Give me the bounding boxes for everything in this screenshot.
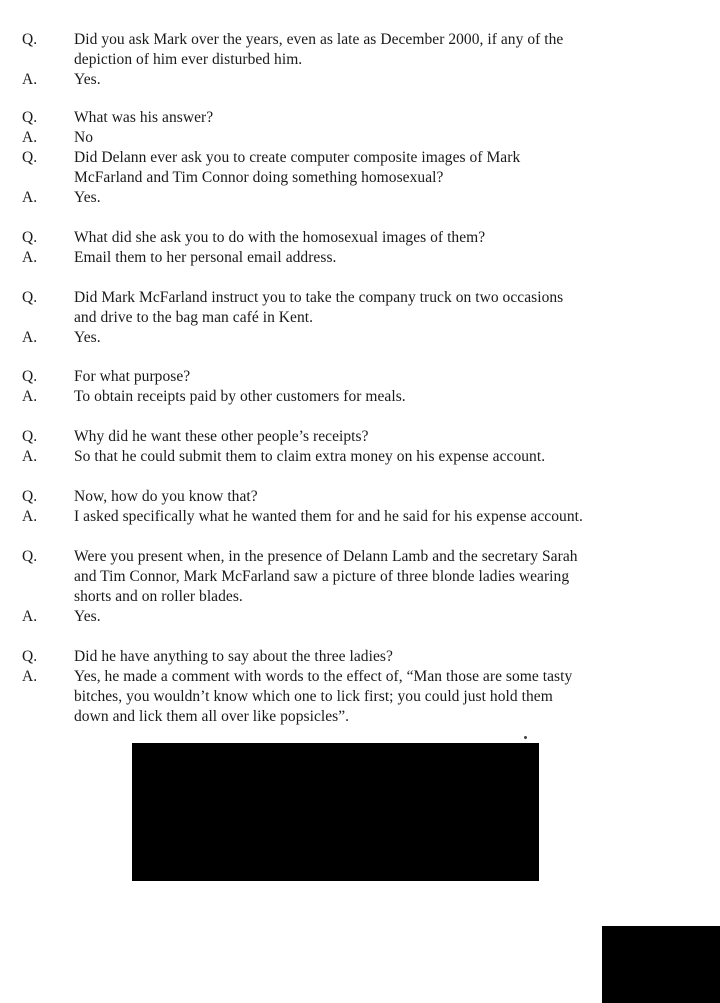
line-text: Did Mark McFarland instruct you to take the company truck on two occasions [74,289,564,306]
transcript-line [0,647,720,667]
qa-group [0,427,720,467]
line-text: Now, how do you know that? [74,488,258,505]
line-text: Why did he want these other people’s receipts? [74,428,369,445]
line-text: McFarland and Tim Connor doing something homosexual? [74,169,444,186]
qa-group [0,647,720,727]
answer-label: A. [22,71,38,88]
transcript-line [0,567,720,587]
line-text: What did she ask you to do with the homosexual images of them? [74,229,486,246]
question-label: Q. [22,548,38,565]
qa-group [0,228,720,268]
transcript-line [0,687,720,707]
answer-label: A. [22,329,38,346]
line-text: depiction of him ever disturbed him. [74,51,303,68]
transcript-line [0,228,720,248]
qa-group [0,547,720,627]
line-text: What was his answer? [74,109,214,126]
line-text: and drive to the bag man café in Kent. [74,309,314,326]
transcript-line [0,288,720,308]
answer-label: A. [22,249,38,266]
transcript-line [0,248,720,268]
line-text: bitches, you wouldn’t know which one to lick first; you could just hold them [74,688,553,705]
qa-group [0,367,720,407]
transcript-line [0,607,720,627]
line-text: Did he have anything to say about the three ladies? [74,648,393,665]
transcript-line [0,547,720,567]
line-text: To obtain receipts paid by other customers for meals. [74,388,406,405]
transcript-line [0,328,720,348]
transcript-line [0,70,720,90]
transcript-line [0,427,720,447]
line-text: Did Delann ever ask you to create computer composite images of Mark [74,149,521,166]
transcript-line [0,108,720,128]
transcript-line [0,367,720,387]
transcript-line [0,50,720,70]
question-label: Q. [22,428,38,445]
question-label: Q. [22,31,38,48]
question-label: Q. [22,488,38,505]
transcript-line [0,447,720,467]
transcript-line [0,188,720,208]
qa-group [0,487,720,527]
redaction-block [132,743,539,881]
line-text: Yes. [74,71,101,88]
line-text: Yes. [74,608,101,625]
line-text: Email them to her personal email address. [74,249,337,266]
line-text: No [74,129,94,146]
line-text: Yes. [74,329,101,346]
line-text: Yes. [74,189,101,206]
qa-group [0,108,720,208]
transcript-line [0,128,720,148]
line-text: I asked specifically what he wanted them for and he said for his expense account. [74,508,583,525]
line-text: For what purpose? [74,368,191,385]
qa-group [0,30,720,90]
transcript-line [0,308,720,328]
answer-label: A. [22,668,38,685]
line-text: down and lick them all over like popsicles”. [74,708,350,725]
line-text: Yes, he made a comment with words to the effect of, “Man those are some tasty [74,668,573,685]
transcript-line [0,148,720,168]
transcript-line [0,168,720,188]
answer-label: A. [22,608,38,625]
transcript-line [0,487,720,507]
scan-speck [524,736,527,739]
qa-group [0,288,720,348]
answer-label: A. [22,448,38,465]
line-text: So that he could submit them to claim extra money on his expense account. [74,448,546,465]
line-text: shorts and on roller blades. [74,588,243,605]
transcript-line [0,667,720,687]
transcript-line [0,707,720,727]
answer-label: A. [22,508,38,525]
question-label: Q. [22,648,38,665]
answer-label: A. [22,189,38,206]
transcript-line [0,30,720,50]
question-label: Q. [22,229,38,246]
transcript-line [0,587,720,607]
question-label: Q. [22,368,38,385]
question-label: Q. [22,149,38,166]
line-text: Did you ask Mark over the years, even as late as December 2000, if any of the [74,31,564,48]
transcript-line [0,507,720,527]
question-label: Q. [22,109,38,126]
question-label: Q. [22,289,38,306]
answer-label: A. [22,129,38,146]
redaction-block-corner [602,926,720,1003]
transcript-line [0,387,720,407]
answer-label: A. [22,388,38,405]
line-text: and Tim Connor, Mark McFarland saw a picture of three blonde ladies wearing [74,568,570,585]
line-text: Were you present when, in the presence of Delann Lamb and the secretary Sarah [74,548,578,565]
